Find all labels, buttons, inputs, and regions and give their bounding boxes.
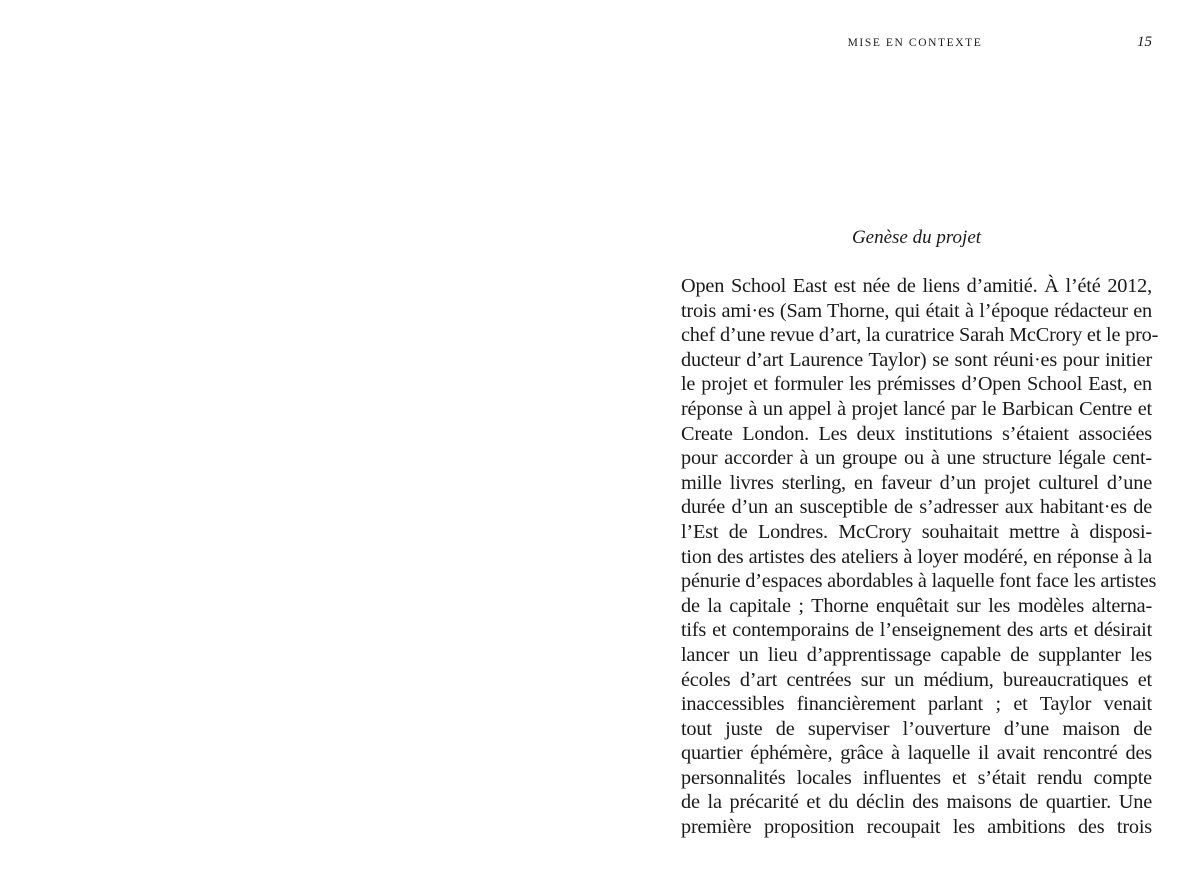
text-line: pénurie d’espaces abordables à laquelle font face les artistes <box>681 570 1157 593</box>
text-line: tout juste de superviser l’ouverture d’une maison de <box>681 717 1152 740</box>
page-number: 15 <box>1137 34 1152 50</box>
text-line: première proposition recoupait les ambitions des trois <box>681 816 1152 839</box>
text-line: tifs et contemporains de l’enseignement des arts et désirait <box>681 619 1152 642</box>
text-line: durée d’un an susceptible de s’adresser aux habitant·es de <box>681 496 1152 519</box>
text-line: trois ami·es (Sam Thorne, qui était à l’époque rédacteur en <box>681 299 1152 322</box>
text-line: l’Est de Londres. McCrory souhaitait mettre à disposi- <box>681 520 1152 543</box>
text-line: chef d’une revue d’art, la curatrice Sarah McCrory et le pro- <box>681 324 1159 347</box>
section-title: Genèse du projet <box>851 227 982 248</box>
text-line: lancer un lieu d’apprentissage capable de supplanter les <box>681 643 1152 666</box>
text-line: ducteur d’art Laurence Taylor) se sont réuni·es pour initier <box>681 348 1152 371</box>
text-line: personnalités locales influentes et s’était rendu compte <box>681 766 1152 789</box>
text-line: le projet et formuler les prémisses d’Open School East, en <box>681 373 1152 396</box>
text-line: quartier éphémère, grâce à laquelle il avait rencontré des <box>681 742 1152 765</box>
text-line: pour accorder à un groupe ou à une structure légale cent- <box>681 447 1152 470</box>
text-line: Create London. Les deux institutions s’étaient associées <box>681 422 1152 445</box>
text-line: tion des artistes des ateliers à loyer modéré, en réponse à la <box>681 545 1152 568</box>
text-line: inaccessibles financièrement parlant ; et Taylor venait <box>681 693 1152 716</box>
text-line: de la capitale ; Thorne enquêtait sur les modèles alterna- <box>681 594 1152 617</box>
text-line: de la précarité et du déclin des maisons de quartier. Une <box>681 791 1152 814</box>
body-text <box>681 274 1159 840</box>
text-line: écoles d’art centrées sur un médium, bureaucratiques et <box>681 668 1152 691</box>
running-head: MISE EN CONTEXTE <box>847 37 983 49</box>
text-line: Open School East est née de liens d’amitié. À l’été 2012, <box>681 275 1152 297</box>
text-line: mille livres sterling, en faveur d’un projet culturel d’une <box>681 471 1152 494</box>
text-line: réponse à un appel à projet lancé par le Barbican Centre et <box>681 397 1152 420</box>
